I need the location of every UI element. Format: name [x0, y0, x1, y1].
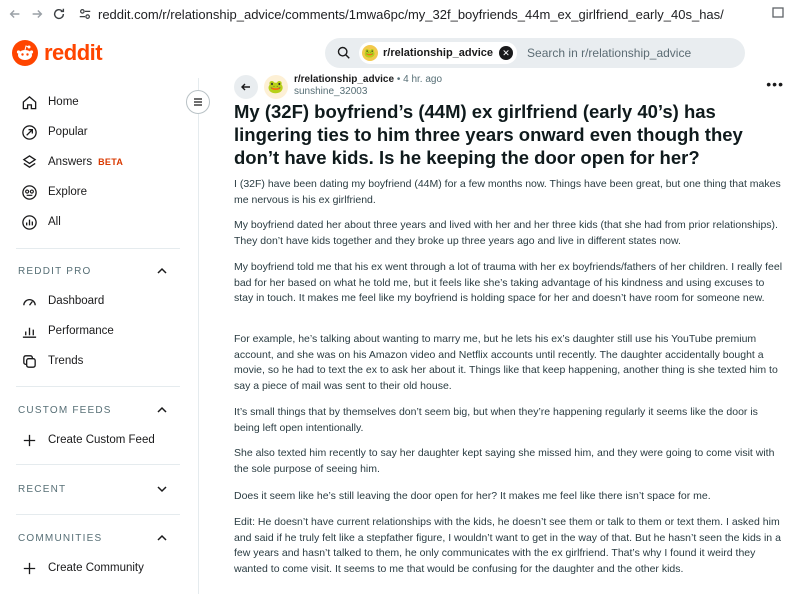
- snoo-icon: [12, 40, 38, 66]
- site-settings-icon[interactable]: [78, 7, 92, 21]
- more-options-icon[interactable]: •••: [766, 76, 784, 92]
- sidebar-item-label: Create Custom Feed: [48, 434, 155, 446]
- cast-icon[interactable]: [772, 6, 784, 25]
- menu-icon: [192, 96, 204, 108]
- home-icon: [20, 93, 38, 111]
- chevron-up-icon: [156, 532, 168, 544]
- site-header: [0, 28, 788, 78]
- sidebar-item-label: Dashboard: [48, 295, 105, 307]
- browser-forward-icon[interactable]: [26, 3, 48, 25]
- sidebar-item-explore[interactable]: [20, 182, 87, 202]
- search-icon: [337, 46, 351, 60]
- sidebar-item-label: Trends: [48, 355, 84, 367]
- sidebar-item-label: All: [48, 216, 61, 228]
- search-scope-chip[interactable]: [359, 42, 517, 64]
- arrow-left-icon: [240, 81, 252, 93]
- sidebar-divider: [16, 464, 180, 465]
- plus-icon: [20, 431, 38, 449]
- post-paragraph: I (32F) have been dating my boyfriend (44M) for a few months now. Things have been great, but one thing that makes me nervous is his ex girlfriend.: [234, 178, 781, 206]
- popular-icon: [20, 123, 38, 141]
- subreddit-link[interactable]: r/relationship_advice: [294, 74, 395, 85]
- post-paragraph: Edit: He doesn’t have current relationships with the kids, he doesn’t see them or talk to them or text them. I asked him and said if he truly felt like a stepfather figure, I wouldn’t want to get in the way of that. But he hasn’t seen the kids in a few years and hasn’t talked to them, he only communicates with the ex girlfriend. That’s why I found it weird they wanted to come visit. It seems to me that would be confusing for the daughter and the other kids.: [234, 516, 781, 575]
- chevron-up-icon: [156, 265, 168, 277]
- post-paragraph: For example, he’s talking about wanting to marry me, but he lets his ex’s daughter still use his YouTube premium account, and she was on his Amazon video and Netflix accounts until recently. The daughter accidentally bought a movie, so he had to text the ex to ask her about it. Things like that keep happening, another thing is she texted him to say a piece of mail was sent to their old house.: [234, 333, 778, 392]
- sidebar-item-label: Create Community: [48, 562, 144, 574]
- sidebar-item-performance[interactable]: [20, 321, 114, 341]
- post-paragraph: My boyfriend dated her about three years and lived with her and her three kids (that she had from prior relationships). They don’t have kids together and they broke up three years ago and live in different states now.: [234, 219, 778, 247]
- post-subreddit-line: [294, 74, 442, 85]
- section-heading: REDDIT PRO: [18, 265, 92, 277]
- sidebar-divider: [16, 514, 180, 515]
- section-heading: COMMUNITIES: [18, 532, 103, 544]
- section-heading: RECENT: [18, 483, 67, 495]
- search-bar[interactable]: [325, 38, 745, 68]
- sidebar-item-answers[interactable]: [20, 152, 123, 172]
- subreddit-avatar-icon[interactable]: 🐸: [264, 75, 288, 99]
- plus-icon: [20, 559, 38, 577]
- post-paragraph: Does it seem like he’s still leaving the door open for her? It makes me feel like there isn’t space for me.: [234, 490, 711, 502]
- beta-badge: BETA: [98, 157, 124, 167]
- answers-icon: [20, 153, 38, 171]
- logo-wordmark: reddit: [44, 40, 103, 65]
- sidebar-item-label: Home: [48, 96, 79, 108]
- post-paragraph: My boyfriend told me that his ex went through a lot of trauma with her ex boyfriends/fathers of her children. I really feel bad for her based on what he told me, but it feels like she’s taking advantage of his kindness and using excuses to stay in touch. It makes me feel like my boyfriend is holding space for her and doesn’t have room for someone new.: [234, 261, 783, 304]
- sidebar-item-label: Performance: [48, 325, 114, 337]
- sidebar-divider: [16, 248, 180, 249]
- browser-back-icon[interactable]: [4, 3, 26, 25]
- browser-reload-icon[interactable]: [48, 3, 70, 25]
- search-input[interactable]: Search in r/relationship_advice: [527, 46, 692, 60]
- section-custom-feeds[interactable]: [18, 401, 168, 419]
- post-author[interactable]: sunshine_32003: [294, 86, 368, 97]
- post-time: • 4 hr. ago: [396, 74, 443, 85]
- left-sidebar: [0, 78, 199, 594]
- section-reddit-pro[interactable]: [18, 262, 168, 280]
- sidebar-item-home[interactable]: [20, 92, 79, 112]
- section-heading: CUSTOM FEEDS: [18, 404, 112, 416]
- trends-icon: [20, 352, 38, 370]
- post-title: My (32F) boyfriend’s (44M) ex girlfriend (early 40’s) has lingering ties to him three years onward even though they don’t have kids. Is he keeping the door open for her?: [234, 101, 743, 168]
- sidebar-item-trends[interactable]: [20, 351, 83, 371]
- sidebar-toggle-button[interactable]: [186, 90, 210, 114]
- dashboard-icon: [20, 292, 38, 310]
- sidebar-item-popular[interactable]: [20, 122, 88, 142]
- post-meta: [234, 72, 786, 102]
- reddit-logo[interactable]: [12, 40, 102, 66]
- sidebar-item-create-community[interactable]: [20, 558, 144, 578]
- chevron-up-icon: [156, 404, 168, 416]
- sidebar-item-label: Explore: [48, 186, 87, 198]
- explore-icon: [20, 183, 38, 201]
- post-paragraph: She also texted him recently to say her daughter kept saying she missed him, and they were going to come visit with the sole purpose of seeing him.: [234, 447, 775, 475]
- clear-scope-icon[interactable]: ✕: [499, 46, 513, 60]
- sidebar-item-create-custom-feed[interactable]: [20, 430, 155, 450]
- sidebar-item-dashboard[interactable]: [20, 291, 104, 311]
- subreddit-avatar-icon: 🐸: [362, 45, 378, 61]
- search-scope-label: r/relationship_advice: [383, 47, 494, 59]
- browser-toolbar: [0, 0, 788, 29]
- all-icon: [20, 213, 38, 231]
- section-recent[interactable]: [18, 480, 168, 498]
- sidebar-divider: [16, 386, 180, 387]
- performance-icon: [20, 322, 38, 340]
- chevron-down-icon: [156, 483, 168, 495]
- sidebar-item-label: Answers: [48, 156, 93, 168]
- post-paragraph: It’s small things that by themselves don’t seem big, but when they’re happening regularly it seems like the door is being left open intentionally.: [234, 406, 758, 434]
- back-button[interactable]: [234, 75, 258, 99]
- sidebar-item-label: Popular: [48, 126, 88, 138]
- section-communities[interactable]: [18, 529, 168, 547]
- address-bar[interactable]: reddit.com/r/relationship_advice/comments/1mwa6pc/my_32f_boyfriends_44m_ex_girlfriend_early_40s_has/: [98, 6, 724, 22]
- sidebar-item-all[interactable]: [20, 212, 61, 232]
